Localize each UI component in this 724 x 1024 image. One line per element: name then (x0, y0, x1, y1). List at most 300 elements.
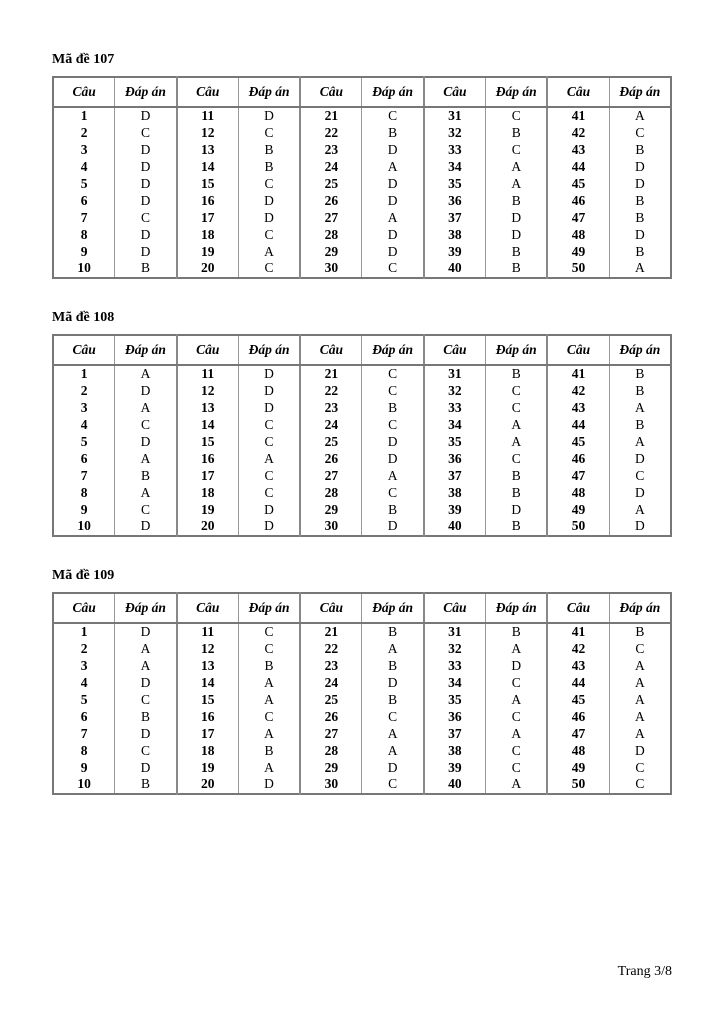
table-row (53, 658, 671, 675)
answer-cell: C (362, 776, 424, 794)
question-number: 9 (80, 243, 88, 259)
question-number: 22 (300, 125, 362, 142)
answer-cell: A (486, 417, 548, 434)
question-number: 32 (424, 383, 486, 400)
table-row (53, 159, 671, 176)
column-header-answer: Đáp án (115, 77, 177, 107)
question-number: 18 (177, 742, 239, 759)
question-number: 10 (77, 518, 91, 534)
question-number: 26 (300, 450, 362, 467)
answer-cell: D (115, 176, 177, 193)
question-number: 11 (177, 107, 239, 125)
question-number: 4 (80, 417, 88, 433)
answer-cell: D (362, 243, 424, 260)
answer-cell: A (238, 759, 300, 776)
question-number: 21 (300, 107, 362, 125)
question-number: 10 (77, 260, 91, 276)
question-number: 22 (300, 383, 362, 400)
table-row (53, 417, 671, 434)
question-number: 35 (424, 434, 486, 451)
question-number: 23 (300, 400, 362, 417)
answer-cell: A (115, 365, 177, 383)
question-number: 9 (80, 501, 88, 517)
question-number: 25 (300, 434, 362, 451)
section-title: Mã đề 107 (52, 52, 115, 67)
answer-cell: D (362, 176, 424, 193)
question-number: 45 (547, 692, 609, 709)
table-row (53, 708, 671, 725)
answer-cell: D (362, 675, 424, 692)
answer-cell: A (238, 450, 300, 467)
question-number: 8 (80, 742, 88, 758)
column-header-question: Câu (300, 335, 362, 365)
answer-cell: C (238, 125, 300, 142)
question-number: 13 (177, 142, 239, 159)
answer-cell: D (362, 192, 424, 209)
answer-cell: C (238, 176, 300, 193)
table-row (53, 125, 671, 142)
answer-cell: B (609, 623, 671, 641)
question-number: 33 (424, 658, 486, 675)
column-header-question: Câu (177, 335, 239, 365)
answer-cell: A (115, 400, 177, 417)
question-number: 41 (547, 107, 609, 125)
column-header-answer: Đáp án (486, 77, 548, 107)
question-number: 17 (177, 209, 239, 226)
table-row (53, 484, 671, 501)
answer-cell: B (362, 623, 424, 641)
answer-cell: C (486, 107, 548, 125)
section-title: Mã đề 109 (52, 568, 115, 583)
question-number: 19 (177, 759, 239, 776)
question-number: 6 (80, 450, 88, 466)
question-number: 18 (177, 226, 239, 243)
answer-cell: B (115, 467, 177, 484)
answer-cell: C (486, 383, 548, 400)
table-row (53, 641, 671, 658)
table-row (53, 434, 671, 451)
column-header-question: Câu (424, 77, 486, 107)
answer-cell: A (609, 658, 671, 675)
question-number: 38 (424, 226, 486, 243)
answer-cell: D (238, 518, 300, 536)
column-header-question: Câu (53, 593, 115, 623)
question-number: 3 (80, 400, 88, 416)
answer-cell: C (115, 692, 177, 709)
question-number: 3 (80, 142, 88, 158)
answer-cell: A (238, 675, 300, 692)
answer-cell: C (362, 708, 424, 725)
question-number: 5 (80, 176, 88, 191)
answer-table (52, 334, 672, 537)
answer-cell: A (486, 434, 548, 451)
question-number: 30 (300, 776, 362, 794)
answer-cell: D (609, 742, 671, 759)
column-header-question: Câu (547, 335, 609, 365)
answer-cell: D (362, 226, 424, 243)
answer-cell: C (238, 467, 300, 484)
answer-cell: A (115, 641, 177, 658)
question-number: 40 (424, 260, 486, 278)
answer-cell: A (609, 434, 671, 451)
table-row (53, 400, 671, 417)
question-number: 14 (177, 417, 239, 434)
answer-cell: A (238, 243, 300, 260)
question-number: 34 (424, 675, 486, 692)
answer-cell: D (238, 400, 300, 417)
question-number: 50 (547, 776, 609, 794)
question-number: 11 (177, 365, 239, 383)
answer-cell: A (609, 400, 671, 417)
question-number: 24 (300, 417, 362, 434)
answer-cell: C (486, 142, 548, 159)
answer-cell: C (115, 209, 177, 226)
question-number: 1 (80, 624, 88, 640)
answer-cell: C (362, 383, 424, 400)
question-number: 21 (300, 623, 362, 641)
question-number: 7 (80, 725, 88, 741)
answer-cell: D (115, 759, 177, 776)
question-number: 27 (300, 725, 362, 742)
question-number: 48 (547, 742, 609, 759)
answer-cell: A (362, 742, 424, 759)
answer-cell: B (486, 125, 548, 142)
question-number: 40 (424, 776, 486, 794)
column-header-answer: Đáp án (238, 593, 300, 623)
answer-cell: B (115, 260, 177, 278)
answer-cell: D (362, 142, 424, 159)
answer-cell: B (609, 192, 671, 209)
column-header-answer: Đáp án (238, 77, 300, 107)
column-header-answer: Đáp án (238, 335, 300, 365)
answer-cell: A (486, 176, 548, 193)
question-number: 41 (547, 365, 609, 383)
question-number: 13 (177, 400, 239, 417)
answer-cell: C (486, 400, 548, 417)
question-number: 12 (177, 125, 239, 142)
question-number: 39 (424, 243, 486, 260)
question-number: 33 (424, 142, 486, 159)
column-header-question: Câu (53, 77, 115, 107)
question-number: 30 (300, 260, 362, 278)
answer-cell: B (238, 159, 300, 176)
column-header-question: Câu (300, 77, 362, 107)
question-number: 37 (424, 467, 486, 484)
question-number: 50 (547, 260, 609, 278)
answer-cell: B (238, 742, 300, 759)
table-row (53, 742, 671, 759)
answer-cell: B (486, 365, 548, 383)
question-number: 23 (300, 658, 362, 675)
question-number: 21 (300, 365, 362, 383)
answer-cell: D (115, 226, 177, 243)
table-row (53, 518, 671, 536)
table-row (53, 107, 671, 125)
answer-cell: B (609, 142, 671, 159)
answer-cell: B (115, 708, 177, 725)
answer-cell: C (486, 742, 548, 759)
column-header-answer: Đáp án (115, 335, 177, 365)
question-number: 28 (300, 484, 362, 501)
answer-cell: D (115, 383, 177, 400)
question-number: 46 (547, 708, 609, 725)
question-number: 44 (547, 417, 609, 434)
answer-cell: D (115, 434, 177, 451)
question-number: 28 (300, 226, 362, 243)
column-header-question: Câu (547, 77, 609, 107)
answer-cell: A (609, 260, 671, 278)
answer-cell: C (115, 501, 177, 518)
question-number: 2 (80, 641, 88, 657)
answer-cell: D (486, 501, 548, 518)
answer-cell: D (609, 176, 671, 193)
table-row (53, 243, 671, 260)
question-number: 27 (300, 467, 362, 484)
question-number: 16 (177, 708, 239, 725)
table-row (53, 623, 671, 641)
answer-cell: C (609, 641, 671, 658)
question-number: 16 (177, 192, 239, 209)
question-number: 43 (547, 142, 609, 159)
question-number: 14 (177, 675, 239, 692)
answer-cell: D (609, 226, 671, 243)
question-number: 12 (177, 641, 239, 658)
section-title: Mã đề 108 (52, 310, 115, 325)
answer-cell: B (486, 467, 548, 484)
answer-cell: D (609, 484, 671, 501)
question-number: 20 (177, 518, 239, 536)
answer-cell: A (115, 484, 177, 501)
answer-cell: D (609, 159, 671, 176)
column-header-question: Câu (300, 593, 362, 623)
table-row (53, 209, 671, 226)
question-number: 1 (80, 366, 88, 382)
answer-cell: B (486, 192, 548, 209)
question-number: 19 (177, 501, 239, 518)
question-number: 13 (177, 658, 239, 675)
answer-cell: A (238, 725, 300, 742)
question-number: 34 (424, 159, 486, 176)
table-row (53, 176, 671, 193)
answer-cell: D (362, 759, 424, 776)
question-number: 38 (424, 484, 486, 501)
question-number: 19 (177, 243, 239, 260)
question-number: 36 (424, 192, 486, 209)
column-header-answer: Đáp án (609, 335, 671, 365)
answer-cell: C (238, 260, 300, 278)
answer-cell: C (486, 759, 548, 776)
question-number: 30 (300, 518, 362, 536)
question-number: 31 (424, 365, 486, 383)
answer-cell: D (238, 192, 300, 209)
answer-cell: B (486, 484, 548, 501)
question-number: 48 (547, 484, 609, 501)
column-header-question: Câu (53, 335, 115, 365)
table-row (53, 450, 671, 467)
question-number: 24 (300, 159, 362, 176)
question-number: 42 (547, 641, 609, 658)
answer-cell: D (362, 450, 424, 467)
question-number: 43 (547, 400, 609, 417)
answer-cell: C (238, 417, 300, 434)
answer-cell: D (238, 501, 300, 518)
table-row (53, 192, 671, 209)
question-number: 20 (177, 260, 239, 278)
question-number: 50 (547, 518, 609, 536)
answer-cell: A (486, 776, 548, 794)
question-number: 49 (547, 759, 609, 776)
answer-cell: B (609, 243, 671, 260)
question-number: 47 (547, 725, 609, 742)
header-row (53, 77, 671, 107)
answer-cell: B (609, 365, 671, 383)
answer-cell: A (362, 467, 424, 484)
question-number: 47 (547, 209, 609, 226)
answer-cell: C (609, 125, 671, 142)
answer-cell: B (238, 658, 300, 675)
answer-cell: A (486, 725, 548, 742)
answer-cell: C (115, 417, 177, 434)
answer-cell: C (486, 675, 548, 692)
answer-cell: A (115, 658, 177, 675)
question-number: 5 (80, 434, 88, 449)
answer-cell: A (609, 107, 671, 125)
question-number: 6 (80, 192, 88, 208)
answer-cell: C (115, 742, 177, 759)
question-number: 45 (547, 176, 609, 193)
answer-cell: B (362, 501, 424, 518)
answer-cell: B (486, 518, 548, 536)
column-header-answer: Đáp án (362, 77, 424, 107)
answer-cell: C (362, 260, 424, 278)
question-number: 49 (547, 243, 609, 260)
question-number: 4 (80, 675, 88, 691)
table-row (53, 776, 671, 794)
question-number: 49 (547, 501, 609, 518)
answer-cell: D (238, 383, 300, 400)
answer-cell: C (609, 759, 671, 776)
question-number: 28 (300, 742, 362, 759)
column-header-question: Câu (177, 593, 239, 623)
answer-cell: D (238, 776, 300, 794)
answer-cell: A (362, 641, 424, 658)
question-number: 36 (424, 708, 486, 725)
answer-cell: D (362, 518, 424, 536)
table-row (53, 383, 671, 400)
answer-cell: C (238, 226, 300, 243)
answer-cell: D (115, 107, 177, 125)
answer-cell: C (238, 708, 300, 725)
question-number: 29 (300, 243, 362, 260)
column-header-question: Câu (424, 335, 486, 365)
question-number: 29 (300, 501, 362, 518)
answer-cell: C (238, 623, 300, 641)
answer-cell: D (362, 434, 424, 451)
question-number: 44 (547, 159, 609, 176)
question-number: 8 (80, 484, 88, 500)
question-number: 44 (547, 675, 609, 692)
question-number: 7 (80, 209, 88, 225)
question-number: 46 (547, 192, 609, 209)
answer-cell: A (609, 725, 671, 742)
answer-cell: D (115, 142, 177, 159)
question-number: 42 (547, 125, 609, 142)
answer-cell: A (238, 692, 300, 709)
column-header-question: Câu (177, 77, 239, 107)
question-number: 26 (300, 708, 362, 725)
answer-cell: C (362, 417, 424, 434)
question-number: 4 (80, 159, 88, 175)
question-number: 34 (424, 417, 486, 434)
answer-cell: D (238, 107, 300, 125)
answer-cell: D (115, 518, 177, 536)
question-number: 37 (424, 725, 486, 742)
column-header-question: Câu (424, 593, 486, 623)
column-header-answer: Đáp án (486, 593, 548, 623)
answer-cell: B (362, 658, 424, 675)
question-number: 15 (177, 176, 239, 193)
column-header-answer: Đáp án (115, 593, 177, 623)
answer-cell: D (115, 243, 177, 260)
question-number: 43 (547, 658, 609, 675)
answer-cell: B (238, 142, 300, 159)
question-number: 38 (424, 742, 486, 759)
answer-cell: C (609, 776, 671, 794)
column-header-answer: Đáp án (609, 77, 671, 107)
question-number: 15 (177, 692, 239, 709)
header-row (53, 593, 671, 623)
answer-cell: C (238, 434, 300, 451)
table-row (53, 142, 671, 159)
answer-table (52, 76, 672, 279)
question-number: 31 (424, 107, 486, 125)
answer-cell: A (486, 159, 548, 176)
answer-cell: A (362, 209, 424, 226)
answer-cell: C (362, 484, 424, 501)
question-number: 10 (77, 776, 91, 792)
column-header-answer: Đáp án (486, 335, 548, 365)
question-number: 14 (177, 159, 239, 176)
question-number: 18 (177, 484, 239, 501)
answer-cell: B (486, 623, 548, 641)
table-row (53, 692, 671, 709)
question-number: 32 (424, 125, 486, 142)
answer-cell: D (609, 518, 671, 536)
table-row (53, 501, 671, 518)
answer-cell: C (115, 125, 177, 142)
question-number: 41 (547, 623, 609, 641)
question-number: 39 (424, 501, 486, 518)
answer-cell: B (362, 125, 424, 142)
question-number: 27 (300, 209, 362, 226)
question-number: 23 (300, 142, 362, 159)
question-number: 3 (80, 658, 88, 674)
answer-cell: C (238, 484, 300, 501)
answer-cell: B (609, 383, 671, 400)
question-number: 35 (424, 692, 486, 709)
answer-cell: A (362, 159, 424, 176)
question-number: 40 (424, 518, 486, 536)
answer-cell: A (609, 501, 671, 518)
answer-cell: B (115, 776, 177, 794)
question-number: 22 (300, 641, 362, 658)
answer-cell: B (486, 243, 548, 260)
question-number: 12 (177, 383, 239, 400)
answer-cell: A (609, 692, 671, 709)
question-number: 11 (177, 623, 239, 641)
question-number: 48 (547, 226, 609, 243)
answer-cell: B (486, 260, 548, 278)
